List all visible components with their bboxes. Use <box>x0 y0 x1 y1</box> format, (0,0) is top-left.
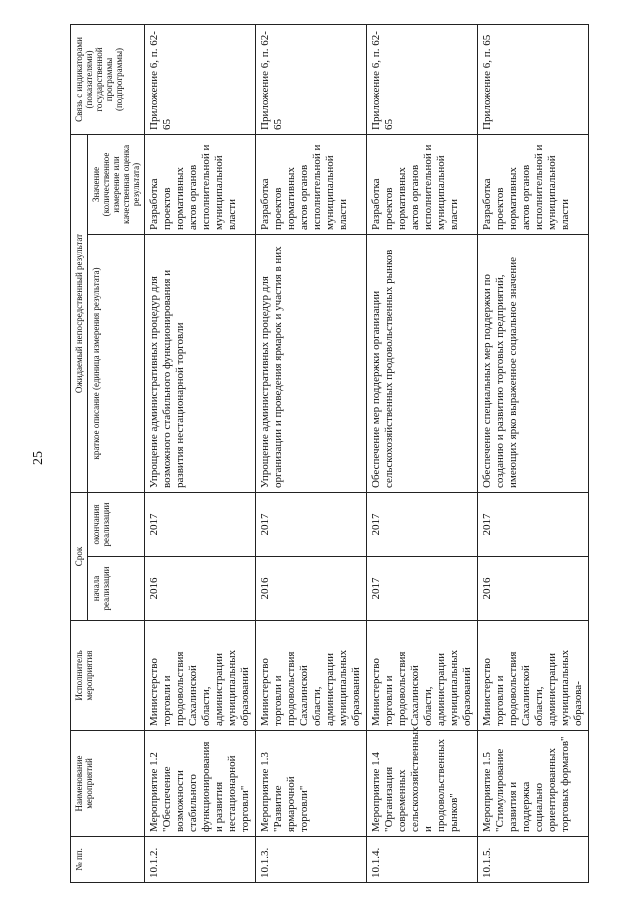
row-name: Мероприятие 1.3 "Развитие ярмарочной торговли" <box>256 731 367 837</box>
row-end: 2017 <box>256 492 367 556</box>
header-start: начала реализации <box>88 557 145 621</box>
header-result: Ожидаемый непосредственный результат <box>71 134 88 492</box>
row-end: 2017 <box>367 492 478 556</box>
table-row <box>145 24 256 882</box>
header-value: Значение (количественное измерение или качественная оценка результата) <box>88 134 145 234</box>
table-row <box>256 24 367 882</box>
row-number: 10.1.5. <box>478 837 589 883</box>
row-name: Мероприятие 1.5 "Стимулирование развития и поддержка социально ориентированных торговых форматов" <box>478 731 589 837</box>
header-link: Связь с индикаторами (показателями) государственной программы (подпрограммы) <box>71 24 145 134</box>
row-executor: Министерство торговли и продовольствия Сахалинской области, администрации муниципальных образований <box>367 621 478 731</box>
row-description: Упрощение административных процедур для возможного стабильного функционирования и развития нестационарной торговли <box>145 234 256 492</box>
row-executor: Министерство торговли и продовольствия Сахалинской области, администрации муниципальных образова- <box>478 621 589 731</box>
row-number: 10.1.4. <box>367 837 478 883</box>
row-value: Разработка проектов нормативных актов органов исполнительной и муниципальной власти <box>256 134 367 234</box>
row-description: Обеспечение мер поддержки организации сельскохозяйственных продовольственных рынков <box>367 234 478 492</box>
row-number: 10.1.3. <box>256 837 367 883</box>
row-start: 2016 <box>145 557 256 621</box>
table-row <box>367 24 478 882</box>
row-executor: Министерство торговли и продовольствия Сахалинской области, администрации муниципальных образований <box>256 621 367 731</box>
header-end: окончания реализации <box>88 492 145 556</box>
row-name: Мероприятие 1.2 "Обеспечение возможности стабильного функционирования и развития нестационарной торговли" <box>145 731 256 837</box>
header-executor: Исполнитель мероприятия <box>71 621 145 731</box>
row-link: Приложение 6, п. 62-65 <box>367 24 478 134</box>
table-row <box>478 24 589 882</box>
row-description: Обеспечение специальных мер поддержки по созданию и развитию торговых предприятий, имеющих ярко выраженное социальное значение <box>478 234 589 492</box>
row-number: 10.1.2. <box>145 837 256 883</box>
row-end: 2017 <box>145 492 256 556</box>
row-link: Приложение 6, п. 62-65 <box>145 24 256 134</box>
table-header <box>71 24 145 882</box>
header-name: Наименование мероприятий <box>71 731 145 837</box>
row-start: 2016 <box>256 557 367 621</box>
row-end: 2017 <box>478 492 589 556</box>
row-link: Приложение 6, п. 65 <box>478 24 589 134</box>
row-start: 2016 <box>478 557 589 621</box>
row-name: Мероприятие 1.4 "Организация современных сельскохозяйственных и продовольственных рынков" <box>367 731 478 837</box>
row-link: Приложение 6, п. 62-65 <box>256 24 367 134</box>
row-value: Разработка проектов нормативных актов органов исполнительной и муниципальной власти <box>478 134 589 234</box>
row-value: Разработка проектов нормативных актов органов исполнительной и муниципальной власти <box>145 134 256 234</box>
measures-table <box>70 24 589 883</box>
header-num: № пп. <box>71 837 145 883</box>
header-description: краткое описание (единица измерения результата) <box>88 234 145 492</box>
row-description: Упрощение административных процедур для организации и проведения ярмарок и участия в них <box>256 234 367 492</box>
row-value: Разработка проектов нормативных актов органов исполнительной и муниципальной власти <box>367 134 478 234</box>
header-term: Срок <box>71 492 88 620</box>
page-number: 25 <box>31 451 46 465</box>
row-start: 2017 <box>367 557 478 621</box>
row-executor: Министерство торговли и продовольствия Сахалинской области, администрации муниципальных образований <box>145 621 256 731</box>
